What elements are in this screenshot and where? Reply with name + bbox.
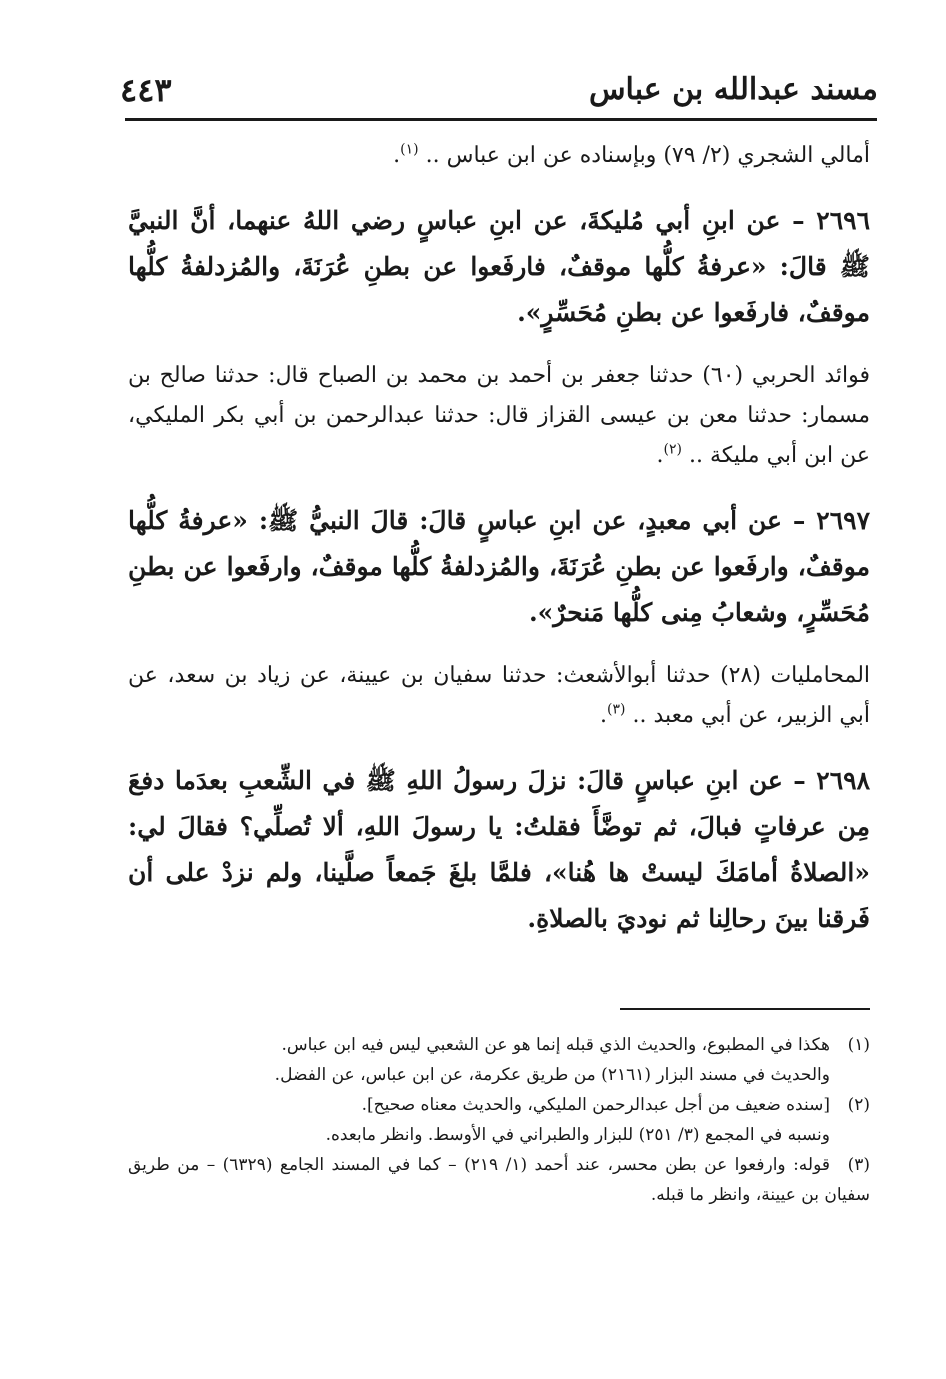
- hadith-2698: [128, 758, 870, 942]
- footnote-1-continued: والحديث في مسند البزار (٢١٦١) من طريق عكرمة، عن ابن عباس، عن الفضل.: [274, 1065, 830, 1085]
- hadith-number: ٢٦٩٦: [816, 206, 870, 235]
- hadith-text: – عن ابنِ عباسٍ قالَ: نزلَ رسولُ اللهِ ﷺ في الشِّعبِ بعدَما دفعَ مِن عرفاتٍ فبالَ، ثم توضَّأَ فقلتُ: يا رسولَ اللهِ، ألا تُصلِّي؟ فقالَ لي: «الصلاةُ أمامَكَ ليستْ ها هُنا»، فلمَّا بلغَ جَمعاً صلَّينا، ولم نزدْ على أن فَرقنا بينَ رحالِنا ثم نوديَ بالصلاةِ.: [128, 766, 870, 933]
- hadith-text: – عن أبي معبدٍ، عن ابنِ عباسٍ قالَ: قالَ النبيُّ ﷺ: «عرفةُ كلُّها موقفٌ، وارفَعوا عن بطنِ عُرَنَةَ، والمُزدلفةُ كلُّها موقفٌ، وارفَعوا عن بطنِ مُحَسِّرٍ، وشعابُ مِنى كلُّها مَنحرٌ».: [128, 506, 870, 627]
- footnote-2-continued: ونسبه في المجمع (٣/ ٢٥١) للبزار والطبراني في الأوسط. وانظر مابعده.: [325, 1125, 830, 1145]
- footnote-ref: (٢): [663, 441, 682, 458]
- source-citation: [128, 656, 870, 736]
- hadith-text: – عن ابنِ أبي مُليكةَ، عن ابنِ عباسٍ رضي اللهُ عنهما، أنَّ النبيَّ ﷺ قالَ: «عرفةُ كلُّها موقفٌ، فارفَعوا عن بطنِ عُرَنَةَ، والمُزدلفةُ كلُّها موقفٌ، فارفَعوا عن بطنِ مُحَسِّرٍ».: [128, 206, 870, 327]
- hadith-number: ٢٦٩٧: [816, 506, 870, 535]
- citation-text: المحامليات (٢٨) حدثنا أبوالأشعث: حدثنا سفيان بن عيينة، عن زياد بن سعد، عن أبي الزبير، عن أبي معبد ..: [128, 663, 871, 728]
- hadith-number: ٢٦٩٨: [816, 766, 870, 795]
- footnote-number: (٢): [847, 1095, 870, 1115]
- citation-text: فوائد الحربي (٦٠) حدثنا جعفر بن أحمد بن محمد بن الصباح قال: حدثنا صالح بن مسمار: حدثنا معن بن عيسى القزاز قال: حدثنا عبدالرحمن بن أبي بكر المليكي، عن ابن أبي مليكة ..: [128, 363, 870, 468]
- citation-end: .: [600, 703, 608, 728]
- footnote-separator: [620, 1008, 870, 1010]
- main-text: [128, 136, 870, 962]
- footnote-1: [128, 1030, 870, 1060]
- source-citation: [128, 136, 870, 176]
- page-number: ٤٤٣: [120, 71, 172, 109]
- running-title: مسند عبدالله بن عباس: [588, 72, 878, 107]
- source-citation: [128, 356, 870, 476]
- footnote-2: [128, 1090, 870, 1120]
- citation-end: .: [656, 443, 664, 468]
- footnote-text: قوله: وارفعوا عن بطن محسر، عند أحمد (١/ ٢١٩) – كما في المسند الجامع (٦٣٢٩) – من طريق سفيان بن عيينة، وانظر ما قبله.: [128, 1155, 870, 1205]
- header-rule: [125, 118, 877, 121]
- footnote-ref: (١): [400, 141, 419, 158]
- footnote-text: هكذا في المطبوع، والحديث الذي قبله إنما هو عن الشعبي ليس فيه ابن عباس.: [281, 1035, 830, 1055]
- hadith-2697: [128, 498, 870, 636]
- citation-text: أمالي الشجري (٢/ ٧٩) وبإسناده عن ابن عباس ..: [418, 143, 870, 168]
- footnote-number: (٣): [847, 1155, 870, 1175]
- citation-end: .: [393, 143, 401, 168]
- hadith-2696: [128, 198, 870, 336]
- page-header: [120, 68, 878, 118]
- footnote-3: [128, 1150, 870, 1210]
- footnote-number: (١): [847, 1035, 870, 1055]
- footnote-text: [سنده ضعيف من أجل عبدالرحمن المليكي، والحديث معناه صحيح].: [361, 1095, 830, 1115]
- footnote-ref: (٣): [607, 701, 626, 718]
